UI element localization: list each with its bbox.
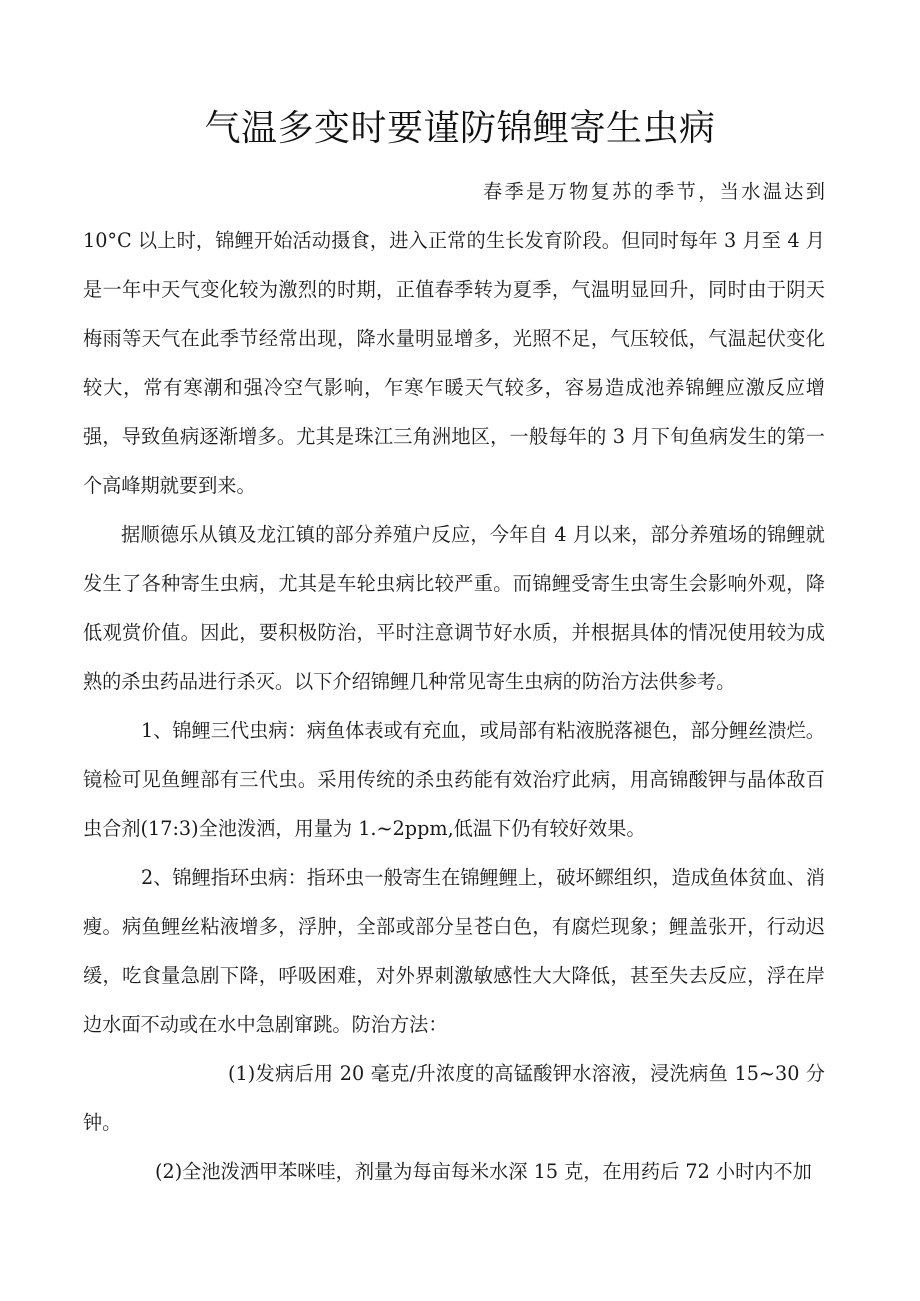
paragraph-disease-1: 1、锦鲤三代虫病：病鱼体表或有充血，或局部有粘液脱落褪色，部分鲤丝溃烂。镜检可见鱼鲤部有三代虫。采用传统的杀虫药能有效治疗此病，用高锦酸钾与晶体敌百虫合剂(17:3)全池泼洒，用量为 1.~2ppm,低温下仍有较好效果。: [83, 719, 825, 840]
document-body: [83, 167, 825, 1196]
document-title: 气温多变时要谨防锦鲤寄生虫病: [204, 108, 716, 149]
paragraph-treatment-2: (2)全池泼洒甲苯咪哇，剂量为每亩每米水深 15 克，在用药后 72 小时内不加: [155, 1160, 812, 1183]
paragraph-report: 据顺德乐从镇及龙江镇的部分养殖户反应，今年自 4 月以来，部分养殖场的锦鲤就发生了各种寄生虫病，尤其是车轮虫病比较严重。而锦鲤受寄生虫寄生会影响外观，降低观赏价值。因此，要积极防治，平时注意调节好水质，并根据具体的情况使用较为成熟的杀虫药品进行杀灭。以下介绍锦鲤几种常见寄生虫病的防治方法供参考。: [83, 523, 825, 693]
paragraph-disease-2: 2、锦鲤指环虫病：指环虫一般寄生在锦鲤鲤上，破坏鳏组织，造成鱼体贫血、消瘦。病鱼鲤丝粘液增多，浮肿，全部或部分呈苍白色，有腐烂现象；鲤盖张开，行动迟缓，吃食量急剧下降，呼吸困难，对外界刺激敏感性大大降低，甚至失去反应，浮在岸边水面不动或在水中急剧窜跳。防治方法：: [83, 866, 825, 1036]
paragraph-intro: 春季是万物复苏的季节，当水温达到10°C 以上时，锦鲤开始活动摄食，进入正常的生长发育阶段。但同时每年 3 月至 4 月是一年中天气变化较为激烈的时期，正值春季转为夏季，气温明显回升，同时由于阴天梅雨等天气在此季节经常出现，降水量明显增多，光照不足，气压较低，气温起伏变化较大，常有寒潮和强冷空气影响，乍寒乍暖天气较多，容易造成池养锦鲤应激反应增强，导致鱼病逐渐增多。尤其是珠江三角洲地区，一般每年的 3 月下旬鱼病发生的第一个高峰期就要到来。: [83, 180, 825, 497]
paragraph-treatment-1: (1)发病后用 20 毫克/升浓度的高锰酸钾水溶液，浸洗病鱼 15~30 分钟。: [83, 1062, 825, 1134]
